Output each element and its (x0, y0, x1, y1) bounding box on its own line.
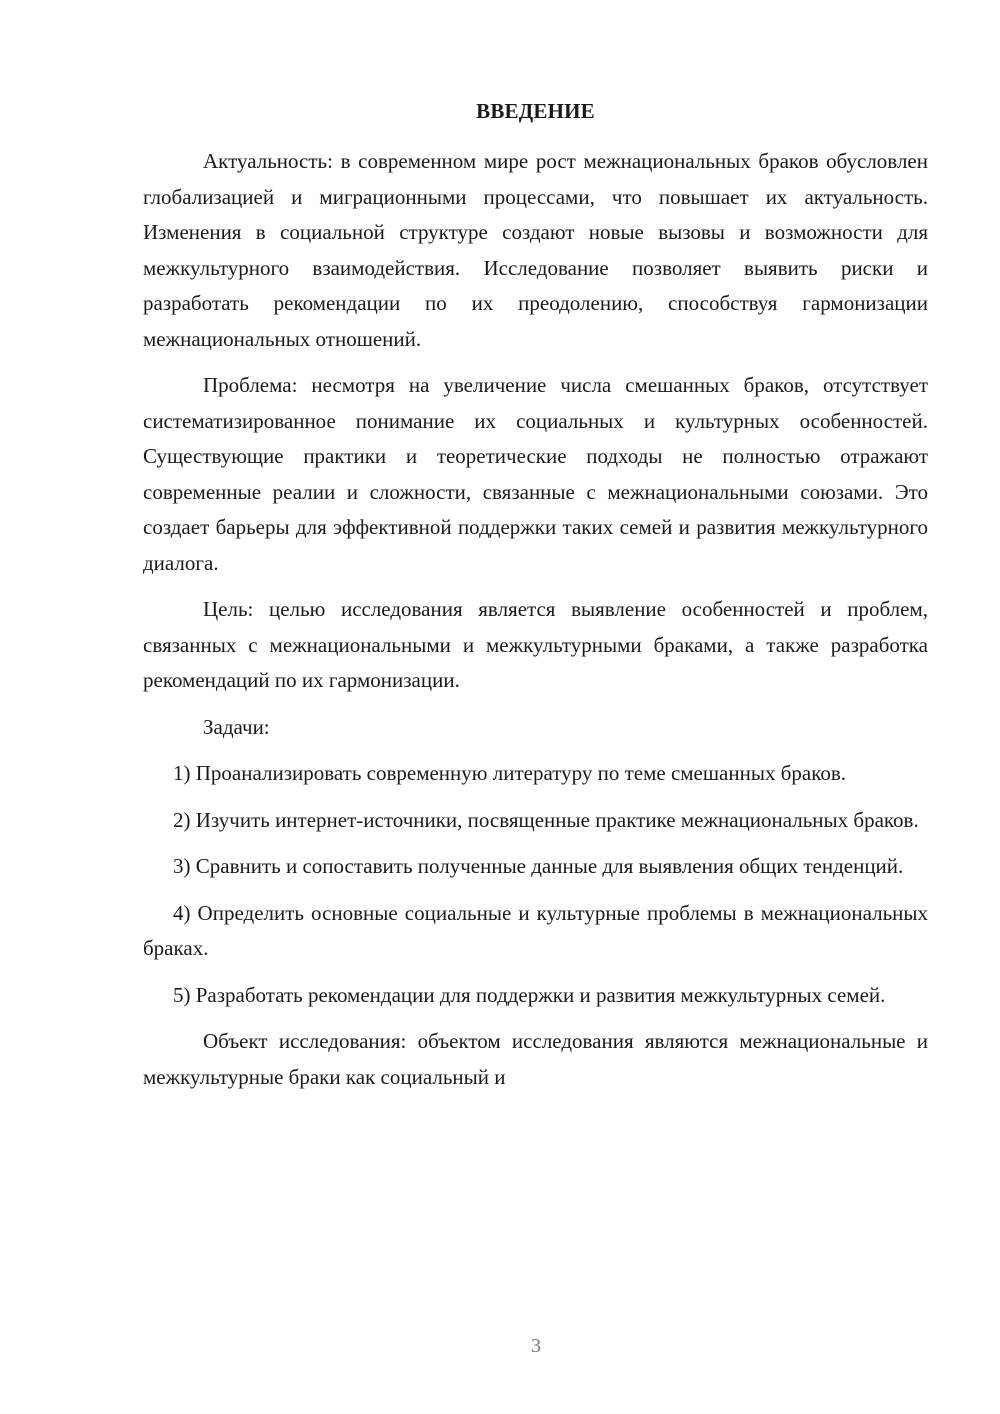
tasks-heading: Задачи: (203, 714, 270, 739)
page-title: ВВЕДЕНИЕ (476, 99, 595, 123)
task-item-1: 1) Проанализировать современную литературу по теме смешанных браков. (173, 761, 847, 785)
problem-paragraph: Проблема: несмотря на увеличение числа смешанных браков, отсутствует систематизированное понимание их социальных и культурных особенностей. Существующие практики и теоретические подходы не полностью отражают современные реалии и сложности, связанные с межнациональными союзами. Это создает барьеры для эффективной поддержки таких семей и развития межкультурного диалога. (143, 373, 928, 575)
task-item-3: 3) Сравнить и сопоставить полученные данные для выявления общих тенденций. (173, 854, 904, 878)
task-item-2: 2) Изучить интернет-источники, посвященные практике межнациональных браков. (173, 807, 919, 832)
task-item-4: 4) Определить основные социальные и культурные проблемы в межнациональных браках. (143, 900, 928, 960)
object-paragraph: Объект исследования: объектом исследования являются межнациональные и межкультурные браки как социальный и (143, 1029, 928, 1089)
relevance-paragraph: Актуальность: в современном мире рост межнациональных браков обусловлен глобализацией и миграционными процессами, что повышает их актуальность. Изменения в социальной структуре создают новые вызовы и возможности для межкультурного взаимодействия. Исследование позволяет выявить риски и разработать рекомендации по их преодолению, способствуя гармонизации межнациональных отношений. (143, 149, 928, 351)
goal-paragraph: Цель: целью исследования является выявление особенностей и проблем, связанных с межнациональными и межкультурными браками, а также разработка рекомендаций по их гармонизации. (143, 597, 928, 692)
page-number: 3 (531, 1335, 541, 1357)
document-body (143, 144, 928, 1106)
task-item-5: 5) Разработать рекомендации для поддержки и развития межкультурных семей. (173, 982, 886, 1007)
